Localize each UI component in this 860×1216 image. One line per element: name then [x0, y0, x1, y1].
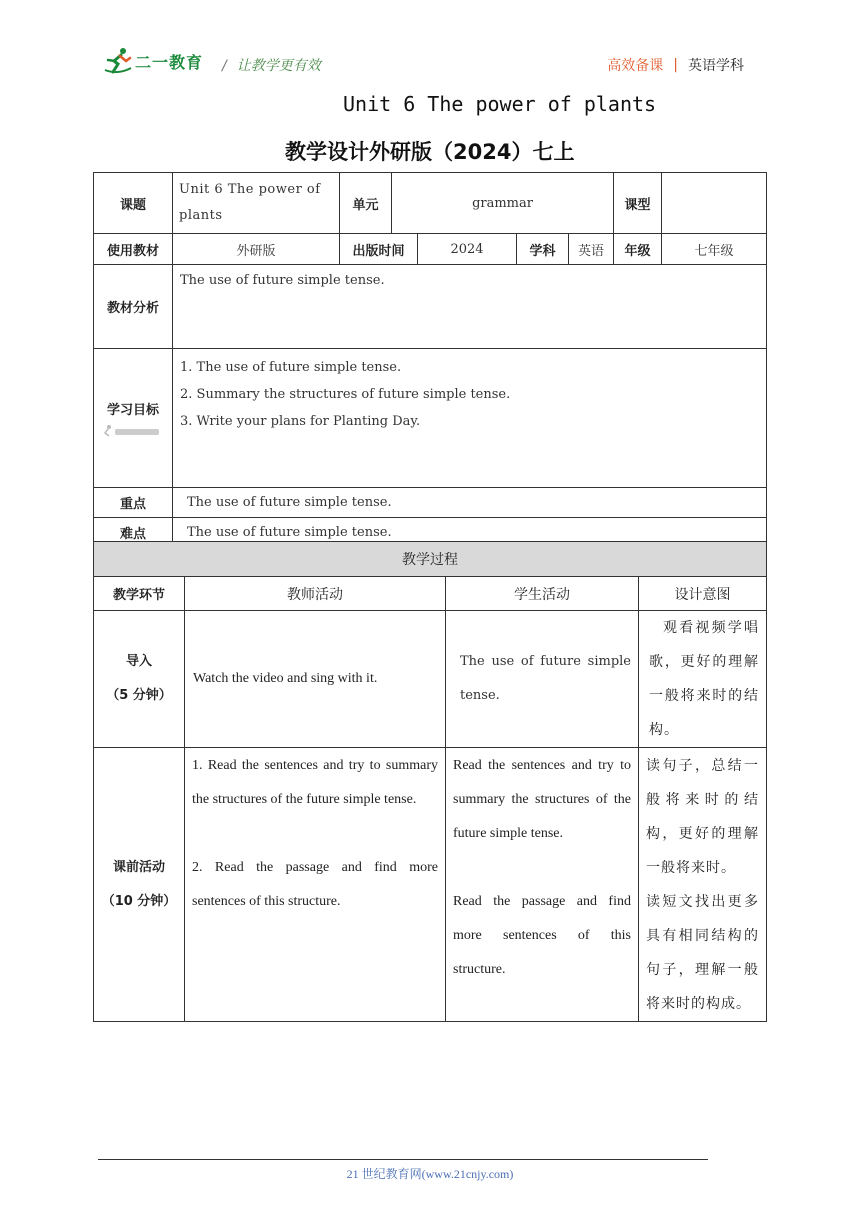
header-subject: 英语学科 — [688, 58, 744, 74]
table-row — [94, 611, 767, 748]
doc-title-cn: 教学设计外研版（2024）七上 — [285, 140, 575, 164]
student-step: Read the sentences and try to summary the structures of the future simple tense. — [453, 758, 631, 841]
difficult-label: 难点 — [94, 518, 173, 547]
stage-cell — [94, 748, 185, 1022]
unit-value: grammar — [392, 173, 614, 234]
goals-label: 学习目标 — [106, 402, 159, 418]
doc-title-en: Unit 6 The power of plants — [343, 92, 657, 116]
key-value: The use of future simple tense. — [173, 488, 767, 518]
page-header — [0, 0, 860, 90]
brand-logo — [103, 46, 203, 76]
runner-logo-icon — [103, 46, 133, 76]
stage-name: 课前活动 — [112, 859, 165, 875]
footer-text: 21 世纪教育网(www.21cnjy.com) — [346, 1167, 514, 1181]
subject-value: 英语 — [569, 234, 614, 265]
student-activity: The use of future simple tense. — [446, 611, 639, 748]
col-header-intent: 设计意图 — [639, 577, 767, 611]
design-intent: 观看视频学唱歌，更好的理解一般将来时的结构。 — [639, 611, 767, 748]
stage-duration: （5 分钟） — [106, 688, 172, 703]
teacher-activity: Watch the video and sing with it. — [185, 611, 446, 748]
pubtime-value: 2024 — [418, 234, 517, 265]
header-tag: 高效备课 — [607, 58, 664, 74]
header-separator: | — [673, 57, 678, 73]
brand-name: 二一教育 — [135, 52, 204, 72]
col-header-teacher: 教师活动 — [185, 577, 446, 611]
goals-list — [173, 349, 767, 488]
student-activity-cell — [446, 748, 639, 1022]
unit-label: 单元 — [340, 173, 392, 234]
process-table — [93, 541, 767, 1022]
header-right — [607, 55, 744, 75]
goals-label-cell — [94, 349, 173, 488]
info-table — [93, 172, 767, 547]
table-row — [94, 748, 767, 1022]
textbook-label: 使用教材 — [94, 234, 173, 265]
teacher-activity-cell — [185, 748, 446, 1022]
pubtime-label: 出版时间 — [340, 234, 418, 265]
teacher-step: 1. Read the sentences and try to summary the structures of the future simple tense. — [192, 758, 438, 807]
goal-item: 1. The use of future simple tense. — [180, 360, 402, 375]
analysis-label: 教材分析 — [94, 265, 173, 349]
key-label: 重点 — [94, 488, 173, 518]
goal-item: 2. Summary the structures of future simple tense. — [180, 387, 511, 402]
topic-value: Unit 6 The power of plants — [173, 173, 340, 234]
intent-step: 读句子，总结一般将来时的结构，更好的理解一般将来时。 — [646, 758, 759, 876]
analysis-value: The use of future simple tense. — [173, 265, 767, 349]
type-value — [662, 173, 767, 234]
stage-duration: （10 分钟） — [101, 893, 177, 909]
teacher-step: 2. Read the passage and find more sentences of this structure. — [192, 860, 438, 909]
footer-divider — [98, 1159, 708, 1160]
subject-label: 学科 — [517, 234, 569, 265]
stage-cell — [94, 611, 185, 748]
process-title: 教学过程 — [94, 542, 767, 577]
intent-step: 读短文找出更多具有相同结构的句子，理解一般将来时的构成。 — [646, 894, 759, 1012]
goal-item: 3. Write your plans for Planting Day. — [180, 414, 421, 429]
type-label: 课型 — [614, 173, 662, 234]
col-header-stage: 教学环节 — [94, 577, 185, 611]
student-step: Read the passage and find more sentences of this structure. — [453, 894, 631, 977]
watermark-logo-icon — [103, 424, 163, 438]
grade-value: 七年级 — [662, 234, 767, 265]
topic-label: 课题 — [94, 173, 173, 234]
design-intent-cell — [639, 748, 767, 1022]
textbook-value: 外研版 — [173, 234, 340, 265]
stage-name: 导入 — [125, 654, 152, 669]
col-header-student: 学生活动 — [446, 577, 639, 611]
slogan-text: 让教学更有效 — [236, 58, 321, 74]
grade-label: 年级 — [614, 234, 662, 265]
difficult-value: The use of future simple tense. — [173, 518, 767, 547]
slogan: / 让教学更有效 — [222, 58, 321, 74]
